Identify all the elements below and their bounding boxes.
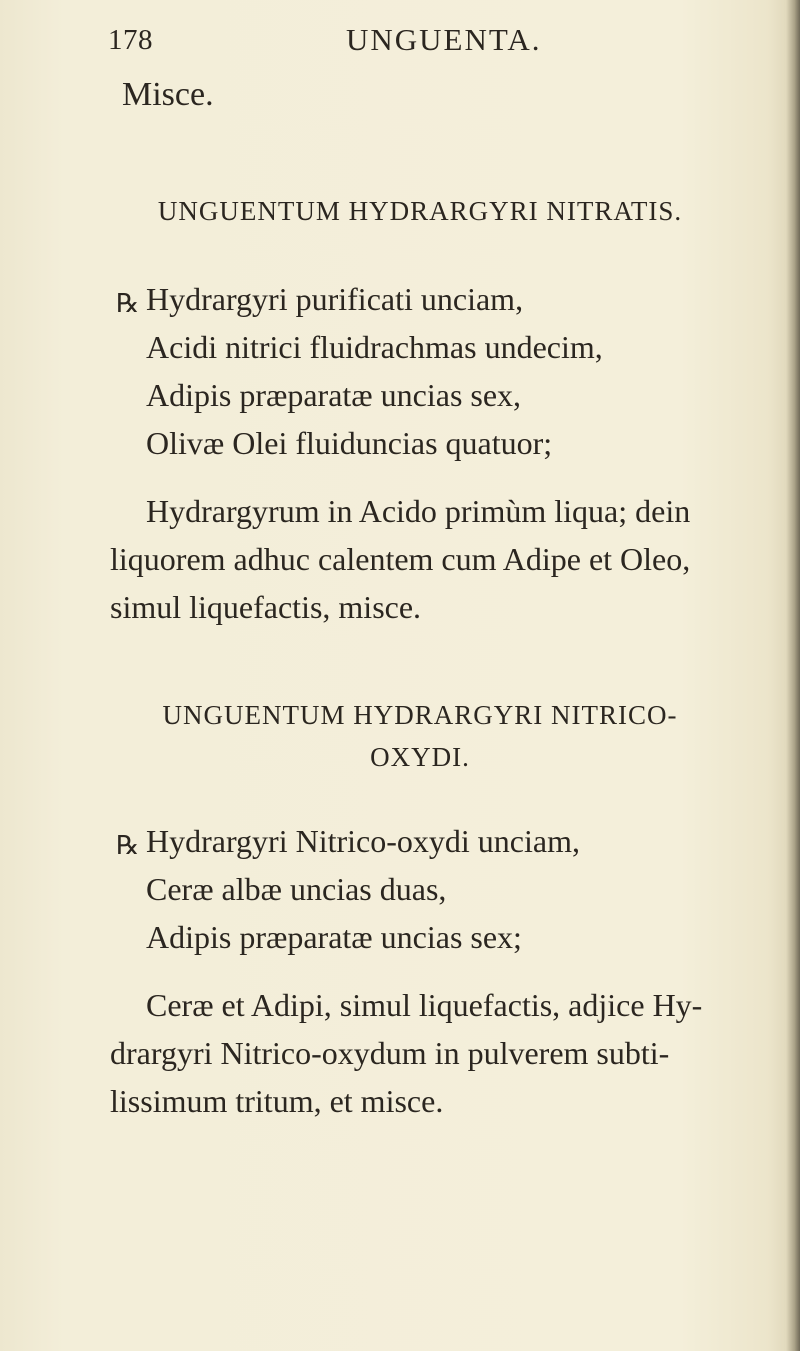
section-heading: UNGUENTUM HYDRARGYRI NITRATIS. xyxy=(157,196,683,226)
ingredient-line: Adipis præparatæ uncias sex, xyxy=(146,377,522,413)
running-title: UNGUENTA. xyxy=(346,22,542,57)
ingredient-line: Acidi nitrici fluidrachmas undecim, xyxy=(146,329,603,365)
directions-line: drargyri Nitrico-oxydum in pulverem subti- xyxy=(110,1035,670,1071)
directions-line: Hydrargyrum in Acido primùm liqua; dein xyxy=(146,493,691,529)
section-heading: UNGUENTUM HYDRARGYRI NITRICO- xyxy=(162,700,678,730)
rx-icon: ℞ xyxy=(116,289,140,318)
directions-line: simul liquefactis, misce. xyxy=(110,589,422,625)
carryover-text: Misce. xyxy=(122,76,214,113)
page-number: 178 xyxy=(108,24,153,56)
rx-icon: ℞ xyxy=(116,831,140,860)
page-edge-shadow xyxy=(786,0,800,1351)
ingredient-line: Olivæ Olei fluiduncias quatuor; xyxy=(146,425,553,461)
ingredient-line: Hydrargyri purificati unciam, xyxy=(146,281,524,317)
directions-line: Ceræ et Adipi, simul liquefactis, adjice Hy- xyxy=(146,987,703,1023)
section-heading-continued: OXYDI. xyxy=(370,742,470,772)
ingredient-line: Adipis præparatæ uncias sex; xyxy=(146,919,522,955)
directions-line: liquorem adhuc calentem cum Adipe et Oleo, xyxy=(110,541,691,577)
ingredient-line: Ceræ albæ uncias duas, xyxy=(146,871,447,907)
directions-line: lissimum tritum, et misce. xyxy=(110,1083,444,1119)
ingredient-line: Hydrargyri Nitrico-oxydi unciam, xyxy=(146,823,580,859)
